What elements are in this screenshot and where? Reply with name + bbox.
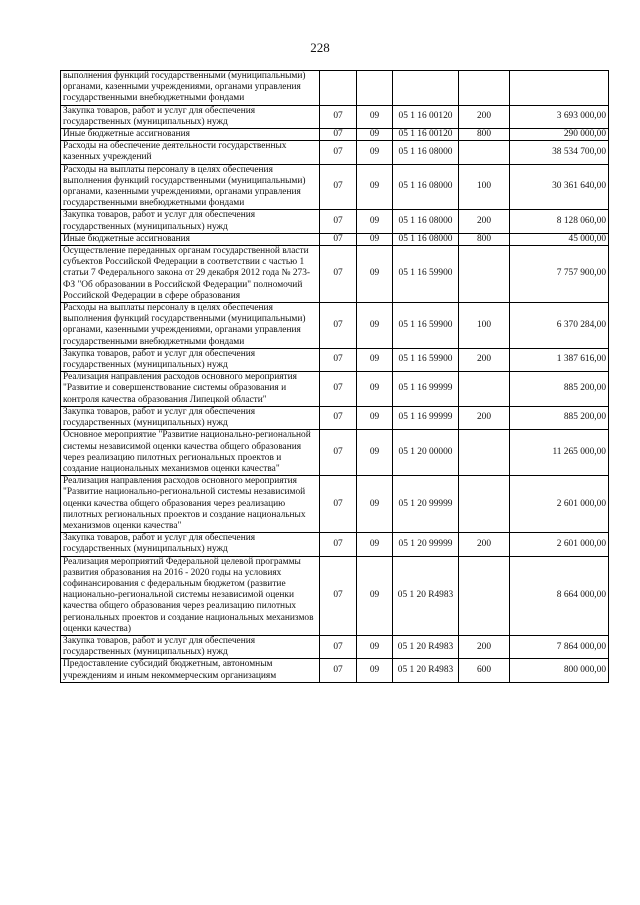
expense-name-cell: Иные бюджетные ассигнования xyxy=(61,129,320,141)
table-row xyxy=(61,406,609,429)
section-code-cell: 07 xyxy=(320,430,357,476)
expense-type-cell: 200 xyxy=(459,348,510,371)
target-article-cell: 05 1 20 R4983 xyxy=(393,635,459,658)
amount-cell: 8 664 000,00 xyxy=(510,556,609,635)
table-row xyxy=(61,233,609,245)
amount-cell: 11 265 000,00 xyxy=(510,430,609,476)
table-row xyxy=(61,71,609,106)
table-row xyxy=(61,476,609,533)
subsection-code-cell: 09 xyxy=(357,105,393,128)
amount-cell: 885 200,00 xyxy=(510,372,609,407)
expense-type-cell xyxy=(459,372,510,407)
amount-cell: 885 200,00 xyxy=(510,406,609,429)
table-row xyxy=(61,533,609,556)
expense-name-cell: Предоставление субсидий бюджетным, автономным учреждениям и иным некоммерческим организациям xyxy=(61,659,320,682)
amount-cell: 45 000,00 xyxy=(510,233,609,245)
target-article-cell: 05 1 16 00120 xyxy=(393,129,459,141)
section-code-cell: 07 xyxy=(320,406,357,429)
section-code-cell: 07 xyxy=(320,303,357,349)
table-row xyxy=(61,556,609,635)
subsection-code-cell: 09 xyxy=(357,476,393,533)
target-article-cell: 05 1 16 08000 xyxy=(393,164,459,210)
section-code-cell: 07 xyxy=(320,635,357,658)
expense-name-cell: Иные бюджетные ассигнования xyxy=(61,233,320,245)
table-row xyxy=(61,303,609,349)
amount-cell: 3 693 000,00 xyxy=(510,105,609,128)
section-code-cell: 07 xyxy=(320,533,357,556)
subsection-code-cell: 09 xyxy=(357,164,393,210)
amount-cell: 1 387 616,00 xyxy=(510,348,609,371)
subsection-code-cell: 09 xyxy=(357,406,393,429)
table-row xyxy=(61,372,609,407)
target-article-cell: 05 1 20 99999 xyxy=(393,476,459,533)
section-code-cell: 07 xyxy=(320,164,357,210)
expense-name-cell: Основное мероприятие "Развитие национально-региональной системы независимой оценки качества общего образования через реализацию пилотных региональных проектов и создание национальных механизмов оценки качества" xyxy=(61,430,320,476)
expense-type-cell: 200 xyxy=(459,210,510,233)
section-code-cell: 07 xyxy=(320,348,357,371)
table-row xyxy=(61,430,609,476)
section-code-cell: 07 xyxy=(320,129,357,141)
page-number: 228 xyxy=(310,40,330,55)
expense-name-cell: Закупка товаров, работ и услуг для обеспечения государственных (муниципальных) нужд xyxy=(61,348,320,371)
table-row xyxy=(61,659,609,682)
target-article-cell: 05 1 20 R4983 xyxy=(393,659,459,682)
subsection-code-cell: 09 xyxy=(357,303,393,349)
expense-name-cell: Закупка товаров, работ и услуг для обеспечения государственных (муниципальных) нужд xyxy=(61,105,320,128)
subsection-code-cell: 09 xyxy=(357,430,393,476)
expense-name-cell: выполнения функций государственными (муниципальными) органами, казенными учреждениями, органами управления государственными внебюджетными фондами xyxy=(61,71,320,106)
amount-cell: 2 601 000,00 xyxy=(510,476,609,533)
expense-name-cell: Закупка товаров, работ и услуг для обеспечения государственных (муниципальных) нужд xyxy=(61,406,320,429)
expense-type-cell: 600 xyxy=(459,659,510,682)
table-row xyxy=(61,164,609,210)
subsection-code-cell: 09 xyxy=(357,233,393,245)
target-article-cell: 05 1 16 08000 xyxy=(393,233,459,245)
table-row xyxy=(61,246,609,303)
target-article-cell: 05 1 16 99999 xyxy=(393,406,459,429)
table-row xyxy=(61,105,609,128)
expense-name-cell: Расходы на выплаты персоналу в целях обеспечения выполнения функций государственными (муниципальными) органами, казенными учреждениями, органами управления государственными внебюджетными фондами xyxy=(61,164,320,210)
subsection-code-cell: 09 xyxy=(357,659,393,682)
subsection-code-cell: 09 xyxy=(357,210,393,233)
expense-name-cell: Закупка товаров, работ и услуг для обеспечения государственных (муниципальных) нужд xyxy=(61,210,320,233)
section-code-cell: 07 xyxy=(320,659,357,682)
target-article-cell: 05 1 16 59900 xyxy=(393,348,459,371)
expense-type-cell: 200 xyxy=(459,533,510,556)
budget-table xyxy=(60,70,609,683)
target-article-cell: 05 1 20 99999 xyxy=(393,533,459,556)
subsection-code-cell: 09 xyxy=(357,556,393,635)
expense-type-cell xyxy=(459,141,510,164)
expense-type-cell: 800 xyxy=(459,129,510,141)
target-article-cell: 05 1 16 08000 xyxy=(393,210,459,233)
subsection-code-cell: 09 xyxy=(357,372,393,407)
target-article-cell: 05 1 16 59900 xyxy=(393,246,459,303)
expense-name-cell: Расходы на выплаты персоналу в целях обеспечения выполнения функций государственными (муниципальными) органами, казенными учреждениями, органами управления государственными внебюджетными фондами xyxy=(61,303,320,349)
section-code-cell: 07 xyxy=(320,105,357,128)
section-code-cell: 07 xyxy=(320,210,357,233)
subsection-code-cell: 09 xyxy=(357,533,393,556)
expense-type-cell: 200 xyxy=(459,105,510,128)
expense-type-cell xyxy=(459,476,510,533)
target-article-cell: 05 1 20 R4983 xyxy=(393,556,459,635)
amount-cell: 38 534 700,00 xyxy=(510,141,609,164)
target-article-cell: 05 1 20 00000 xyxy=(393,430,459,476)
table-row xyxy=(61,348,609,371)
expense-name-cell: Закупка товаров, работ и услуг для обеспечения государственных (муниципальных) нужд xyxy=(61,533,320,556)
amount-cell: 30 361 640,00 xyxy=(510,164,609,210)
expense-type-cell xyxy=(459,556,510,635)
expense-name-cell: Расходы на обеспечение деятельности государственных казенных учреждений xyxy=(61,141,320,164)
table-row xyxy=(61,635,609,658)
target-article-cell: 05 1 16 59900 xyxy=(393,303,459,349)
amount-cell: 800 000,00 xyxy=(510,659,609,682)
expense-name-cell: Осуществление переданных органам государственной власти субъектов Российской Федерации в соответствии с частью 1 статьи 7 Федерального закона от 29 декабря 2012 года № 273-ФЗ "Об образовании в Российской Федерации" полномочий Российской Федерации в сфере образования xyxy=(61,246,320,303)
expense-type-cell: 200 xyxy=(459,406,510,429)
section-code-cell: 07 xyxy=(320,476,357,533)
section-code-cell xyxy=(320,71,357,106)
expense-type-cell xyxy=(459,71,510,106)
section-code-cell: 07 xyxy=(320,372,357,407)
subsection-code-cell: 09 xyxy=(357,635,393,658)
target-article-cell: 05 1 16 99999 xyxy=(393,372,459,407)
subsection-code-cell: 09 xyxy=(357,246,393,303)
subsection-code-cell: 09 xyxy=(357,129,393,141)
expense-type-cell: 100 xyxy=(459,303,510,349)
amount-cell xyxy=(510,71,609,106)
expense-name-cell: Реализация направления расходов основного мероприятия "Развитие национально-региональной системы независимой оценки качества общего образования через реализацию пилотных региональных проектов и создание национальных механизмов оценки качества" xyxy=(61,476,320,533)
expense-type-cell xyxy=(459,246,510,303)
subsection-code-cell: 09 xyxy=(357,348,393,371)
section-code-cell: 07 xyxy=(320,556,357,635)
table-row xyxy=(61,129,609,141)
subsection-code-cell: 09 xyxy=(357,141,393,164)
table-row xyxy=(61,141,609,164)
section-code-cell: 07 xyxy=(320,141,357,164)
budget-table-body xyxy=(61,71,609,683)
section-code-cell: 07 xyxy=(320,233,357,245)
target-article-cell: 05 1 16 08000 xyxy=(393,141,459,164)
table-row xyxy=(61,210,609,233)
expense-type-cell xyxy=(459,430,510,476)
amount-cell: 7 864 000,00 xyxy=(510,635,609,658)
expense-type-cell: 800 xyxy=(459,233,510,245)
target-article-cell: 05 1 16 00120 xyxy=(393,105,459,128)
expense-type-cell: 200 xyxy=(459,635,510,658)
expense-name-cell: Реализация мероприятий Федеральной целевой программы развития образования на 2016 - 2020 годы на условиях софинансирования с федеральным бюджетом (развитие национально-региональной системы независимой оценки качества общего образования через реализацию пилотных региональных проектов и создание национальных механизмов оценки качества) xyxy=(61,556,320,635)
amount-cell: 7 757 900,00 xyxy=(510,246,609,303)
subsection-code-cell xyxy=(357,71,393,106)
amount-cell: 2 601 000,00 xyxy=(510,533,609,556)
amount-cell: 8 128 060,00 xyxy=(510,210,609,233)
expense-name-cell: Закупка товаров, работ и услуг для обеспечения государственных (муниципальных) нужд xyxy=(61,635,320,658)
section-code-cell: 07 xyxy=(320,246,357,303)
expense-name-cell: Реализация направления расходов основного мероприятия "Развитие и совершенствование системы образования и контроля качества образования Липецкой области" xyxy=(61,372,320,407)
expense-type-cell: 100 xyxy=(459,164,510,210)
amount-cell: 290 000,00 xyxy=(510,129,609,141)
target-article-cell xyxy=(393,71,459,106)
amount-cell: 6 370 284,00 xyxy=(510,303,609,349)
